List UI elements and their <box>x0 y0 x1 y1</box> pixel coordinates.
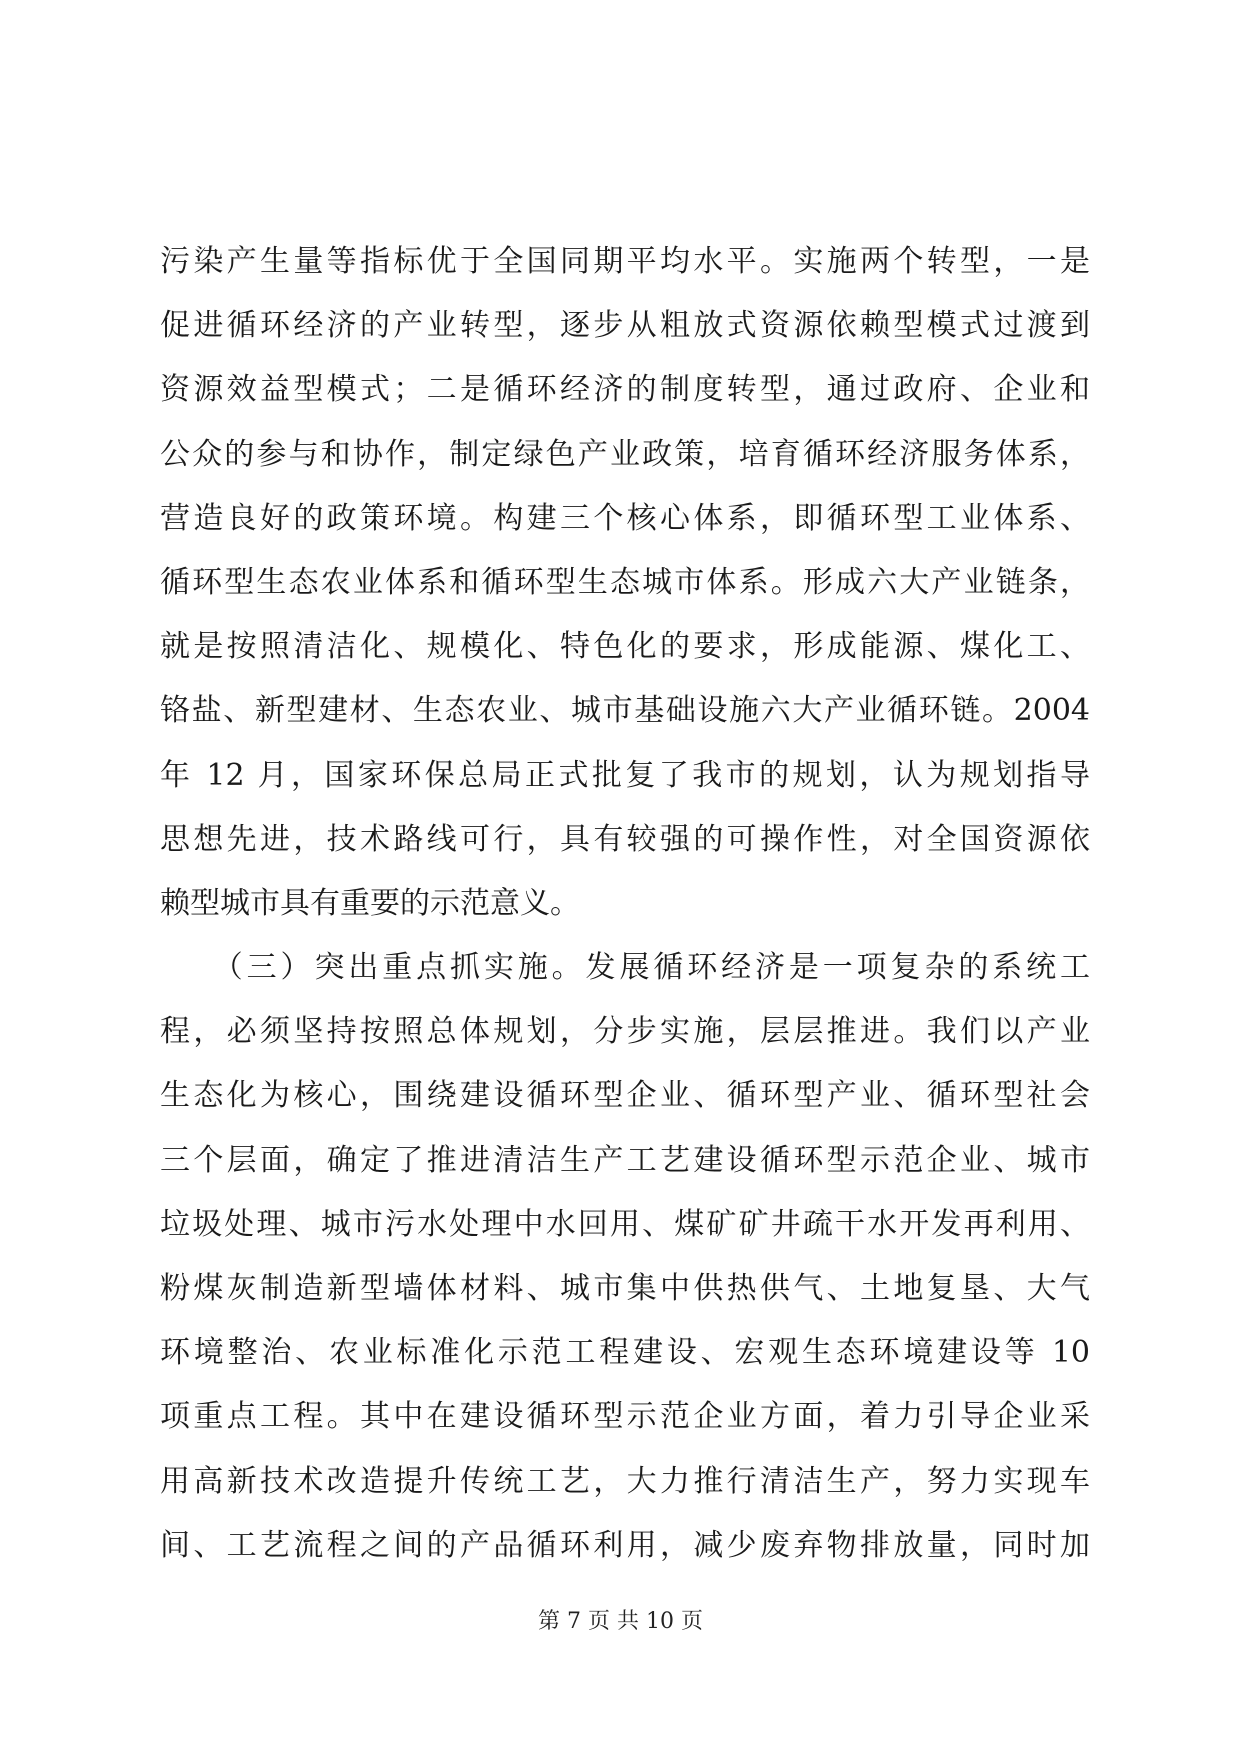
text-line: 资源效益型模式；二是循环经济的制度转型，通过政府、企业和 <box>160 372 1090 408</box>
text-line: 赖型城市具有重要的示范意义。 <box>160 885 580 921</box>
text-line: 思想先进，技术路线可行，具有较强的可操作性，对全国资源依 <box>160 821 1090 857</box>
text-line: 污染产生量等指标优于全国同期平均水平。实施两个转型，一是 <box>160 244 1090 279</box>
page-footer: 第 7 页 共 10 页 <box>538 1609 703 1634</box>
text-line: 营造良好的政策环境。构建三个核心体系，即循环型工业体系、 <box>160 500 1090 536</box>
text-line: 程，必须坚持按照总体规划，分步实施，层层推进。我们以产业 <box>160 1014 1090 1050</box>
text-line: 三个层面，确定了推进清洁生产工艺建设循环型示范企业、城市 <box>160 1142 1090 1178</box>
text-line: 铬盐、新型建材、生态农业、城市基础设施六大产业循环链。2004 <box>160 693 1090 729</box>
text-line: 年 12 月，国家环保总局正式批复了我市的规划，认为规划指导 <box>160 757 1090 793</box>
text-line: 垃圾处理、城市污水处理中水回用、煤矿矿井疏干水开发再利用、 <box>160 1206 1090 1242</box>
text-line: 就是按照清洁化、规模化、特色化的要求，形成能源、煤化工、 <box>160 629 1090 665</box>
text-line: 循环型生态农业体系和循环型生态城市体系。形成六大产业链条， <box>160 564 1090 600</box>
text-line: 粉煤灰制造新型墙体材料、城市集中供热供气、土地复垦、大气 <box>160 1271 1090 1306</box>
text-line: （三）突出重点抓实施。发展循环经济是一项复杂的系统工 <box>160 950 1090 986</box>
text-line: 项重点工程。其中在建设循环型示范企业方面，着力引导企业采 <box>160 1399 1090 1435</box>
text-line: 促进循环经济的产业转型，逐步从粗放式资源依赖型模式过渡到 <box>160 308 1090 344</box>
text-line: 环境整治、农业标准化示范工程建设、宏观生态环境建设等 10 <box>160 1335 1090 1371</box>
body-text <box>160 230 1090 1578</box>
text-line: 生态化为核心，围绕建设循环型企业、循环型产业、循环型社会 <box>160 1078 1090 1114</box>
text-line: 间、工艺流程之间的产品循环利用，减少废弃物排放量，同时加 <box>160 1527 1090 1563</box>
text-line: 用高新技术改造提升传统工艺，大力推行清洁生产，努力实现车 <box>160 1463 1090 1499</box>
text-line: 公众的参与和协作，制定绿色产业政策，培育循环经济服务体系， <box>160 436 1090 472</box>
